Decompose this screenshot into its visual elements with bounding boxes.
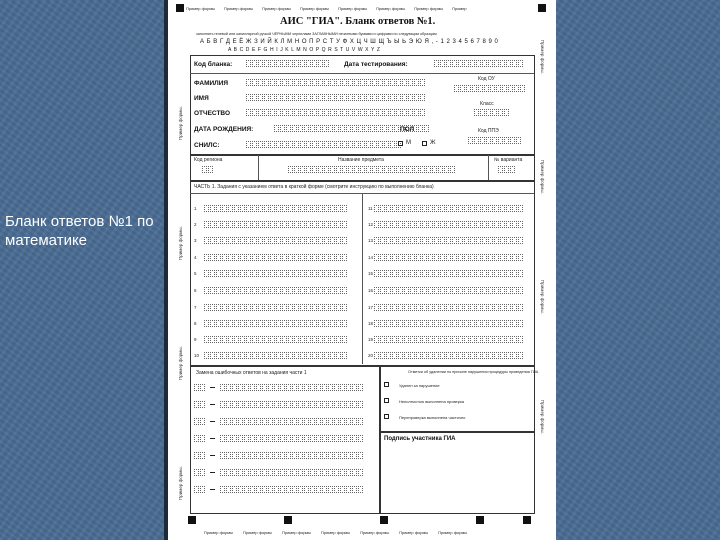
gender-label: ПОЛ xyxy=(400,126,415,133)
dash-mark xyxy=(210,455,215,456)
side-watermark-left: Пример формы. xyxy=(178,466,183,500)
replace-task-number[interactable] xyxy=(194,469,205,476)
instruction-line: заполнять гелевой или капиллярной ручкой ЧЁРНЫМИ чернилами ЗАГЛАВНЫМИ печатными буквами и цифрами по следующим образцам xyxy=(196,32,437,36)
alphabet-sample-latin: A B C D E F G H I J K L M N O P Q R S T U V W X Y Z xyxy=(228,47,381,53)
region-code-label: Код региона xyxy=(194,157,223,163)
replace-task-number[interactable] xyxy=(194,418,205,425)
bottom-strip: Пример формы Пример формы Пример формы Пример формы Пример формы Пример формы Пример формы xyxy=(204,530,468,535)
marker-square xyxy=(188,516,196,524)
replacement-heading: Замена ошибочных ответов на задания части 1 xyxy=(196,370,307,376)
ou-code-field[interactable] xyxy=(454,85,525,92)
patronymic-field[interactable] xyxy=(246,109,425,116)
ou-code-label: Код ОУ xyxy=(478,76,495,82)
replace-task-number[interactable] xyxy=(194,384,205,391)
name-label: ИМЯ xyxy=(194,95,209,102)
signature-field[interactable] xyxy=(384,448,529,508)
answer-cells[interactable] xyxy=(374,237,523,244)
answer-cells[interactable] xyxy=(374,254,523,261)
answer-cells[interactable] xyxy=(374,352,523,359)
region-code-field[interactable] xyxy=(202,166,213,173)
replace-answer-cells[interactable] xyxy=(220,384,363,391)
option-checkbox[interactable] xyxy=(384,382,389,387)
snils-field[interactable] xyxy=(246,141,401,148)
answer-cells[interactable] xyxy=(374,336,523,343)
option-checkbox[interactable] xyxy=(384,398,389,403)
answer-cells[interactable] xyxy=(204,205,347,212)
replace-task-number[interactable] xyxy=(194,401,205,408)
side-watermark-right: Пример формы. xyxy=(540,160,545,194)
dash-mark xyxy=(210,421,215,422)
answer-cells[interactable] xyxy=(374,205,523,212)
answer-cells[interactable] xyxy=(204,254,347,261)
male-label: М xyxy=(406,140,411,146)
replace-task-number[interactable] xyxy=(194,435,205,442)
replace-answer-cells[interactable] xyxy=(220,452,363,459)
alphabet-sample-cyrillic: А Б В Г Д Е Ё Ж З И Й К Л М Н О П Р С Т У Ф Х Ц Ч Ш Щ Ъ Ы Ь Э Ю Я , - 1 2 3 4 5 6 7 8 9 0 xyxy=(200,39,499,45)
male-checkbox[interactable] xyxy=(398,141,403,146)
answer-cells[interactable] xyxy=(204,320,347,327)
patronymic-label: ОТЧЕСТВО xyxy=(194,110,231,117)
marker-square xyxy=(523,516,531,524)
answer-cells[interactable] xyxy=(374,287,523,294)
sheet-title: АИС "ГИА". Бланк ответов №1. xyxy=(280,16,436,27)
option-label: Неполностью выполнена проверка xyxy=(399,399,465,404)
surname-field[interactable] xyxy=(246,79,425,86)
name-field[interactable] xyxy=(246,94,425,101)
answer-sheet: Пример формы Пример формы Пример формы Пример формы Пример формы Пример формы Пример формы Пример Пример формы. Пример формы. Пример формы. Пример формы. Пример формы. Пример формы. Пример формы. Пример формы. АИС "ГИА". Бланк ответов №1. заполнять гелевой или капиллярной ручкой ЧЁРНЫМИ чернилами ЗАГЛАВНЫМИ печатными буквами и цифрами по следующим образцам А Б В Г Д Е Ё Ж З И Й К Л М Н О П Р С Т У Ф Х Ц Ч Ш Щ Ъ Ы Ь Э Ю Я , - 1 2 3 4 5 6 7 8 9 0 A B C D E F G H I J K L M N O P Q R S T U V W X Y Z Код бланка: Дата тестирования: ФАМИЛИЯ ИМЯ ОТЧЕСТВО ДАТА РОЖДЕНИЯ: СНИЛС: Код ОУ Класс ПОЛ М Ж Код ППЭ Код региона Название предмета № варианта ЧАСТЬ 1. Задания с указанием ответа в краткой форме (смотрите инструкцию по выполнению бланка) 1 2 3 4 5 6 7 8 9 10 11 12 13 14 15 16 17 18 19 20 Замена ошибочных ответов на задания части 1 Отметки об удалении по причине нарушения процедуры проведения ГИА Удален за нарушение Неполностью выполнена проверка Перепроверка выполнена частично Подпись участника ГИА Пример формы Пример формы Пример формы Пример формы Пример формы Пример формы Пример формы xyxy=(168,0,556,540)
side-watermark-right: Пример формы. xyxy=(540,280,545,314)
replace-answer-cells[interactable] xyxy=(220,486,363,493)
blank-code-field[interactable] xyxy=(246,60,329,67)
side-watermark-right: Пример формы. xyxy=(540,400,545,434)
answer-cells[interactable] xyxy=(204,221,347,228)
replace-answer-cells[interactable] xyxy=(220,435,363,442)
test-date-label: Дата тестирования: xyxy=(344,61,408,68)
variant-field[interactable] xyxy=(498,166,515,173)
answer-cells[interactable] xyxy=(374,221,523,228)
dash-mark xyxy=(210,438,215,439)
dash-mark xyxy=(210,387,215,388)
answer-cells[interactable] xyxy=(204,287,347,294)
dash-mark xyxy=(210,472,215,473)
birth-date-label: ДАТА РОЖДЕНИЯ: xyxy=(194,126,254,133)
surname-label: ФАМИЛИЯ xyxy=(194,80,229,87)
replace-answer-cells[interactable] xyxy=(220,418,363,425)
notes-heading: Отметки об удалении по причине нарушения процедуры проведения ГИА xyxy=(408,370,539,374)
answer-cells[interactable] xyxy=(374,320,523,327)
answer-cells[interactable] xyxy=(204,336,347,343)
answer-cells[interactable] xyxy=(204,352,347,359)
marker-square xyxy=(380,516,388,524)
marker-square xyxy=(284,516,292,524)
subject-name-field[interactable] xyxy=(288,166,455,173)
answer-cells[interactable] xyxy=(374,270,523,277)
side-watermark-left: Пример формы. xyxy=(178,106,183,140)
part1-heading: ЧАСТЬ 1. Задания с указанием ответа в краткой форме (смотрите инструкцию по выполнению бланка) xyxy=(194,184,434,190)
female-checkbox[interactable] xyxy=(422,141,427,146)
option-label: Перепроверка выполнена частично xyxy=(399,415,466,420)
class-label: Класс xyxy=(480,101,494,107)
option-label: Удален за нарушение xyxy=(399,383,440,388)
replace-answer-cells[interactable] xyxy=(220,401,363,408)
answer-cells[interactable] xyxy=(204,270,347,277)
answer-cells[interactable] xyxy=(204,237,347,244)
subject-name-label: Название предмета xyxy=(338,157,384,163)
dash-mark xyxy=(210,404,215,405)
side-watermark-left: Пример формы. xyxy=(178,226,183,260)
slide-caption: Бланк ответов №1 по математике xyxy=(5,213,154,249)
side-watermark-right: Пример формы. xyxy=(540,40,545,74)
dash-mark xyxy=(210,489,215,490)
signature-label: Подпись участника ГИА xyxy=(384,436,456,442)
replace-task-number[interactable] xyxy=(194,486,205,493)
option-checkbox[interactable] xyxy=(384,414,389,419)
answer-cells[interactable] xyxy=(204,304,347,311)
female-label: Ж xyxy=(430,140,436,146)
ppe-code-label: Код ППЭ xyxy=(478,128,499,134)
ppe-code-field[interactable] xyxy=(468,137,521,144)
top-strip: Пример формы Пример формы Пример формы Пример формы Пример формы Пример формы Пример формы Пример xyxy=(186,6,467,11)
marker-square xyxy=(176,4,184,12)
replace-task-number[interactable] xyxy=(194,452,205,459)
class-field[interactable] xyxy=(474,109,509,116)
snils-label: СНИЛС: xyxy=(194,142,220,149)
marker-square xyxy=(538,4,546,12)
replace-answer-cells[interactable] xyxy=(220,469,363,476)
test-date-field[interactable] xyxy=(434,60,523,67)
variant-label: № варианта xyxy=(494,157,523,163)
answer-cells[interactable] xyxy=(374,304,523,311)
marker-square xyxy=(476,516,484,524)
blank-code-label: Код бланка: xyxy=(194,61,233,68)
side-watermark-left: Пример формы. xyxy=(178,346,183,380)
